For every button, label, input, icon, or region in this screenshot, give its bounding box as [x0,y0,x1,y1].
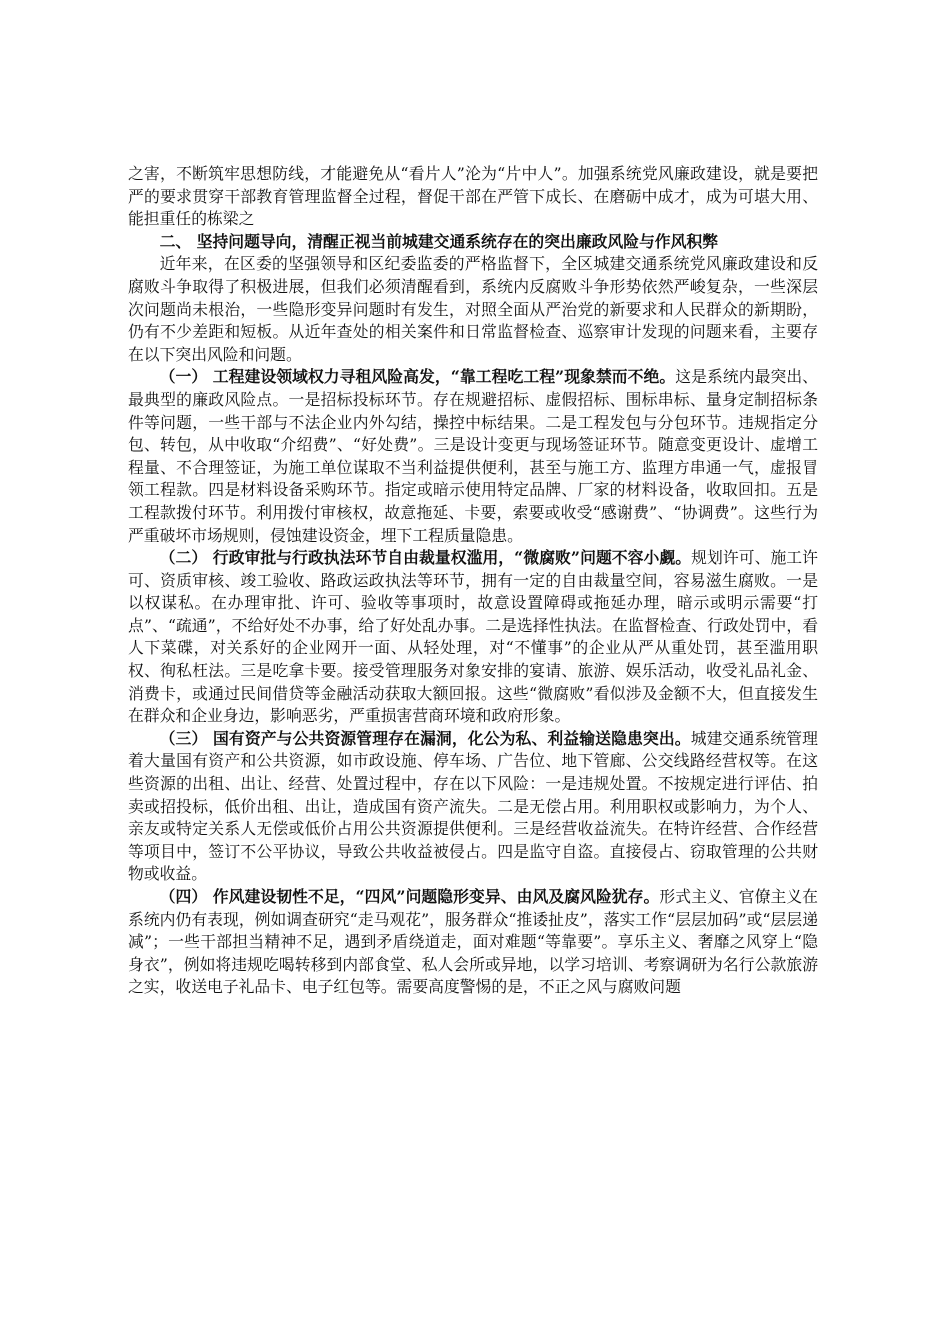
paragraph-intro: 近年来，在区委的坚强领导和区纪委监委的严格监督下，全区城建交通系统党风廉政建设和反腐败斗争取得了积极进展，但我们必须清醒看到，系统内反腐败斗争形势依然严峻复杂，一些深层次问题尚未根治，一些隐形变异问题时有发生，对照全面从严治党的新要求和人民群众的新期盼，仍有不少差距和短板。从近年查处的相关案件和日常监督检查、巡察审计发现的问题来看，主要存在以下突出风险和问题。 [128,254,818,364]
subsection-2-body: 规划许可、施工许可、资质审核、竣工验收、路政运政执法等环节，拥有一定的自由裁量空间，容易滋生腐败。一是以权谋私。在办理审批、许可、验收等事项时，故意设置障碍或拖延办理，暗示或明示需要“打点”、“疏通”，不给好处不办事，给了好处乱办事。二是选择性执法。在监督检查、行政处罚中，看人下菜碟，对关系好的企业网开一面、从轻处理，对“不懂事”的企业从严从重处罚，甚至滥用职权、徇私枉法。三是吃拿卡要。接受管理服务对象安排的宴请、旅游、娱乐活动，收受礼品礼金、消费卡，或通过民间借贷等金融活动获取大额回报。这些“微腐败”看似涉及金额不大，但直接发生在群众和企业身边，影响恶劣，严重损害营商环境和政府形象。 [128,548,818,726]
subsection-1-title: （一） 工程建设领域权力寻租风险高发，“靠工程吃工程”现象禁而不绝。 [159,367,676,387]
subsection-1 [128,366,818,547]
subsection-4-title: （四） 作风建设韧性不足，“四风”问题隐形变异、由风及腐风险犹存。 [159,887,660,906]
section-heading-2: 二、 坚持问题导向，清醒正视当前城建交通系统存在的突出廉政风险与作风积弊 [159,231,718,251]
document-page [128,163,818,999]
subsection-3-body: 城建交通系统管理着大量国有资产和公共资源，如市政设施、停车场、广告位、地下管廊、公交线路经营权等。在这些资源的出租、出让、经营、处置过程中，存在以下风险：一是违规处置。不按规定进行评估、拍卖或招投标，低价出租、出让，造成国有资产流失。二是无偿占用。利用职权或影响力，为个人、亲友或特定关系人无偿或低价占用公共资源提供便利。三是经营收益流失。在特许经营、合作经营等项目中，签订不公平协议，导致公共收益被侵占。四是监守自盗。直接侵占、窃取管理的公共财物或收益。 [128,728,818,884]
subsection-2-title: （二） 行政审批与行政执法环节自由裁量权滥用，“微腐败”问题不容小觑。 [159,548,692,568]
subsection-3-title: （三） 国有资产与公共资源管理存在漏洞，化公为私、利益输送隐患突出。 [159,728,691,748]
subsection-4 [128,886,818,999]
subsection-2 [128,547,818,728]
subsection-3 [128,728,818,886]
subsection-1-body: 这是系统内最突出、最典型的廉政风险点。一是招标投标环节。存在规避招标、虚假招标、围标串标、量身定制招标条件等问题，一些干部与不法企业内外勾结，操控中标结果。二是工程发包与分包环节。违规指定分包、转包，从中收取“介绍费”、“好处费”。三是设计变更与现场签证环节。随意变更设计、虚增工程量、不合理签证，为施工单位谋取不当利益提供便利，甚至与施工方、监理方串通一气，虚报冒领工程款。四是材料设备采购环节。指定或暗示使用特定品牌、厂家的材料设备，收取回扣。五是工程款拨付环节。利用拨付审核权，故意拖延、卡要，索要或收受“感谢费”、“协调费”。这些行为严重破坏市场规则，侵蚀建设资金，埋下工程质量隐患。 [128,367,818,545]
subsection-4-body: 形式主义、官僚主义在系统内仍有表现，例如调查研究“走马观花”，服务群众“推诿扯皮”，落实工作“层层加码”或“层层递减”；一些干部担当精神不足，遇到矛盾绕道走，面对难题“等靠要”。享乐主义、奢靡之风穿上“隐身衣”，例如将违规吃喝转移到内部食堂、私人会所或异地，以学习培训、考察调研为名行公款旅游之实，收送电子礼品卡、电子红包等。需要高度警惕的是，不正之风与腐败问题 [128,887,818,997]
paragraph-continuation: 之害，不断筑牢思想防线，才能避免从“看片人”沦为“片中人”。加强系统党风廉政建设，就是要把严的要求贯穿干部教育管理监督全过程，督促干部在严管下成长、在磨砺中成才，成为可堪大用、能担重任的栋梁之 [128,164,818,229]
